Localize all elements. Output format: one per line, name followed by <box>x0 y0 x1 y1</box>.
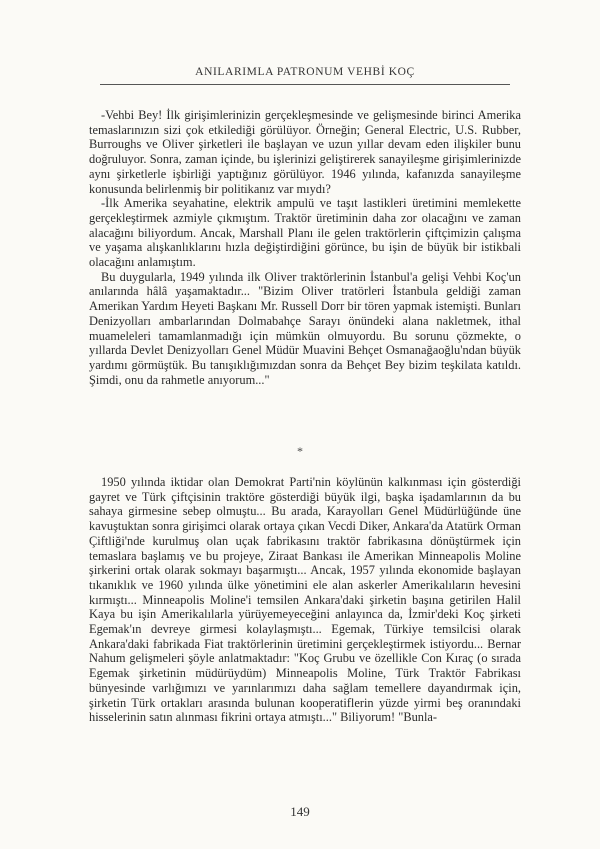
paragraph-answer: -İlk Amerika seyahatine, elektrik ampulü ve taşıt lastikleri üretimini memlekette gerçekleştirmek azmiyle çıkmıştım. Traktör üretiminin daha zor olacağını ve zaman alacağını biliyordum. Ancak, Marshall Planı ile gelen traktörlerin çiftçimizin çalışma ve yaşama alışkanlıklarını hızla değiştirdiğini görünce, bu işin de büyük bir istikbali olacağını anlamıştım. <box>89 196 521 270</box>
paragraph-1950-history: 1950 yılında iktidar olan Demokrat Parti'nin köylünün kalkınması için gösterdiği gayret ve Türk çiftçisinin traktöre gösterdiği büyük ilgi, başka işadamlarının da bu sahaya girmesine sebep olmuştu... Bu arada, Karayolları Genel Müdürlüğünde üne kavuştuktan sonra girişimci olarak ortaya çıkan Vecdi Diker, Ankara'da Atatürk Orman Çiftliği'nde kurulmuş olan uçak fabrikasını traktör fabrikasına dönüştürmek için temaslara başlamış ve bu projeye, Ziraat Bankası ile Amerikan Minneapolis Moline şirkerini ortak olarak sokmayı başarmıştı... Ancak, 1957 yılında ekonomide başlayan tıkanıklık ve 1960 yılında ülke yönetimini ele alan askerler Amerikalıların hevesini kırmıştı... Minneapolis Moline'i temsilen Ankara'daki şirketin başına getirilen Halil Kaya bu işin Amerikalılarla yürüyemeyeceğini anlayınca da, İzmir'deki Koç şirketi Egemak'ın devreye girmesi kolaylaşmıştı... Egemak, Türkiye temsilcisi olarak Ankara'daki fabrikada Fiat traktörlerinin üretimini gerçekleştirmek istiyordu... Bernar Nahum gelişmeleri şöyle anlatmaktadır: "Koç Grubu ve özellikle Con Kıraç (o sırada Egemak şirketinin müdürüydüm) Minneapolis Moline, Türk Traktör Fabrikası bünyesinde varlığımızı ve yarınlarımızı daha sağlam temellere dayandırmak için, şirketin Türk ortakları arasında bulunan kooperatiflerin yüzde yirmi beş oranındaki hisselerinin satın alınması fikrini ortaya atmıştı..." Biliyorum! "Bunla- <box>89 475 521 725</box>
text-section-one <box>89 108 521 387</box>
running-header: ANILARIMLA PATRONUM VEHBİ KOÇ <box>195 66 415 78</box>
section-separator: * <box>297 444 303 458</box>
paragraph-question: -Vehbi Bey! İlk girişimlerinizin gerçekleşmesinde ve gelişmesinde birinci Amerika temaslarınızın sizi çok etkilediği görülüyor. Örneğin; General Electric, U.S. Rubber, Burroughs ve Oliver şirketleri ile başlayan ve uzun yıllar devam eden ilişkiler bunu doğruluyor. Sonra, zaman içinde, bu işlerinizi geliştirerek sanayileşme girişimlerinizde aynı şirketlerle işbirliği yaptığınız görülüyor. 1946 yılında, kafanızda sanayileşme konusunda belirlenmiş bir politikanız var mıydı? <box>89 108 521 196</box>
text-section-two <box>89 475 521 725</box>
header-divider <box>100 84 510 85</box>
page-number: 149 <box>290 804 310 819</box>
paragraph-oliver-tractors: Bu duygularla, 1949 yılında ilk Oliver traktörlerinin İstanbul'a gelişi Vehbi Koç'un anılarında hâlâ yaşamaktadır... "Bizim Oliver tratörleri İstanbula geldiği zaman Amerikan Yardım Heyeti Başkanı Mr. Russell Dorr bir tören yapmak istemişti. Bunları Denizyolları ambarlarından Dolmabahçe Sarayı önündeki alana nakletmek, ithal muameleleri tamamlanmadığı için mümkün olmuyordu. Bu sorunu çözmekte, o yıllarda Devlet Denizyolları Genel Müdür Muavini Behçet Osmanağaoğlu'ndan büyük yardımı görmüştük. Bu tanışıklığımızdan sonra da Behçet Bey bizim teşkilata katıldı. Şimdi, onu da rahmetle anıyorum..." <box>89 269 521 387</box>
